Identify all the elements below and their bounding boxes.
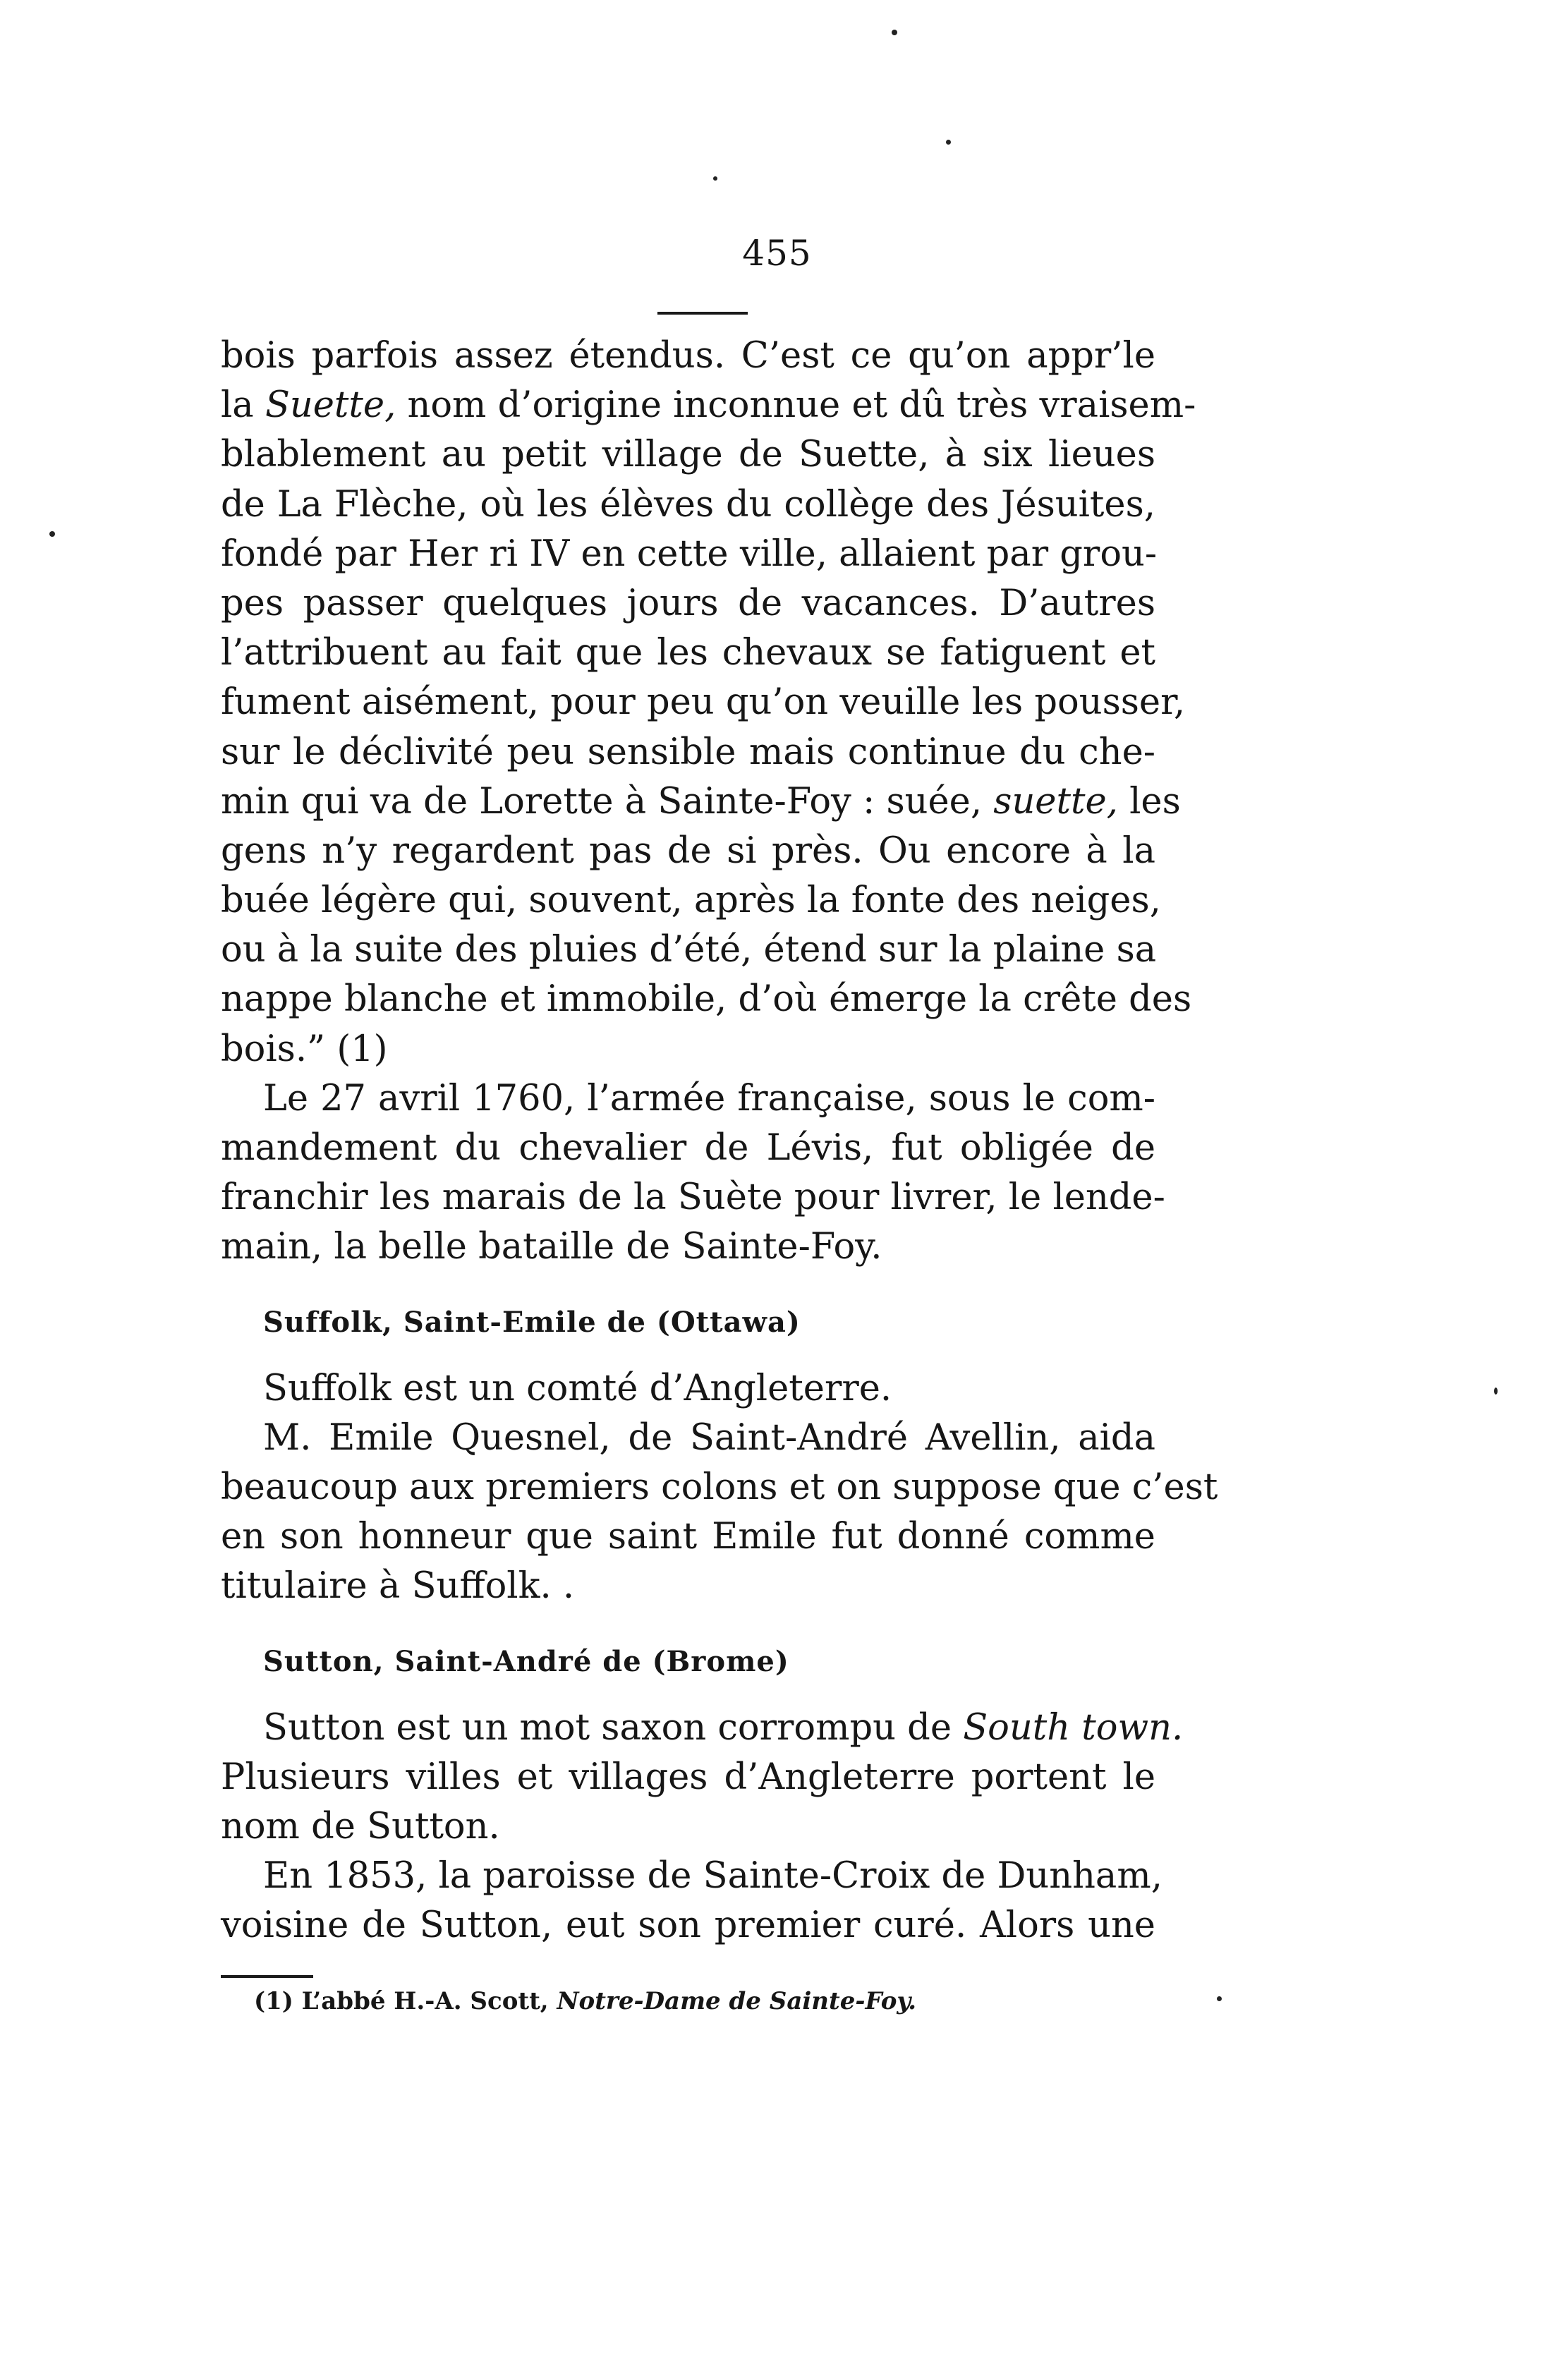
text-line: bois.” (1) xyxy=(221,1028,388,1070)
text-line: pes passer quelques jours de vacances. D’autres xyxy=(221,582,1155,624)
text-line: l’attribuent au fait que les chevaux se fatiguent et xyxy=(221,632,1155,674)
text-line: beaucoup aux premiers colons et on suppose que c’est xyxy=(221,1466,1218,1508)
paragraph-suffolk-origin xyxy=(221,1364,1155,1414)
print-speck xyxy=(1217,1996,1222,2001)
text-line: blablement au petit village de Suette, à six lieues xyxy=(221,434,1155,476)
text-line: Suffolk est un comté d’Angleterre. xyxy=(263,1367,892,1409)
text-span: min qui va de Lorette à Sainte-Foy : suée, xyxy=(221,780,994,822)
italic-term: Suette, xyxy=(265,384,396,427)
text-line: en son honneur que saint Emile fut donné comme xyxy=(221,1516,1155,1558)
text-line: sur le déclivité peu sensible mais continue du che- xyxy=(221,731,1155,773)
text-line: franchir les marais de la Suète pour livrer, le lende- xyxy=(221,1177,1165,1219)
text-line: fondé par Her ri IV en cette ville, allaient par grou- xyxy=(221,533,1158,575)
text-line: fument aisément, pour peu qu’on veuille les pousser, xyxy=(221,681,1186,724)
text-line: mandement du chevalier de Lévis, fut obligée de xyxy=(221,1127,1155,1169)
text-line: titulaire à Suffolk. . xyxy=(221,1565,575,1608)
text-line: buée légère qui, souvent, après la fonte des neiges, xyxy=(221,880,1161,922)
print-speck xyxy=(49,531,55,537)
footnote-book-title: Notre-Dame de Sainte-Foy. xyxy=(557,1987,917,2015)
entry-heading-sutton: Sutton, Saint-André de (Brome) xyxy=(263,1644,789,1678)
text-line: ou à la suite des pluies d’été, étend sur la plaine sa xyxy=(221,929,1157,971)
print-speck xyxy=(946,140,951,145)
italic-term: South town. xyxy=(963,1706,1184,1749)
text-line: nappe blanche et immobile, d’où émerge la crête des xyxy=(221,978,1192,1021)
text-line: En 1853, la paroisse de Sainte-Croix de Dunham, xyxy=(263,1855,1163,1898)
text-line xyxy=(221,777,1181,827)
print-speck xyxy=(892,30,897,35)
paragraph-suette xyxy=(221,332,1196,1074)
paragraph-sutton-origin xyxy=(221,1704,1184,1852)
text-span: nom d’origine inconnue et dû très vraisem- xyxy=(396,384,1196,427)
paragraph-bataille xyxy=(221,1074,1165,1273)
entry-heading-suffolk: Suffolk, Saint-Emile de (Ottawa) xyxy=(263,1305,801,1339)
text-span: la xyxy=(221,384,265,427)
text-line: M. Emile Quesnel, de Saint-André Avellin, aida xyxy=(263,1416,1155,1459)
body-text xyxy=(221,332,1218,1950)
text-line: Plusieurs villes et villages d’Angleterre portent le xyxy=(221,1756,1155,1798)
page-number: 455 xyxy=(742,233,812,274)
paragraph-quesnel xyxy=(221,1414,1218,1612)
italic-term: suette, xyxy=(993,780,1118,822)
text-line xyxy=(221,381,1196,430)
footnote-rule xyxy=(221,1975,313,1978)
text-line: de La Flèche, où les élèves du collège des Jésuites, xyxy=(221,483,1155,526)
text-line xyxy=(221,1704,1184,1753)
print-speck xyxy=(713,176,717,181)
text-line: voisine de Sutton, eut son premier curé. Alors une xyxy=(221,1905,1155,1947)
paragraph-dunham xyxy=(221,1852,1163,1950)
footnote-text: (1) L’abbé H.-A. Scott, xyxy=(254,1987,557,2015)
text-line: Le 27 avril 1760, l’armée française, sous le com- xyxy=(263,1077,1155,1119)
text-span: Sutton est un mot saxon corrompu de xyxy=(263,1706,964,1749)
text-line: main, la belle bataille de Sainte-Foy. xyxy=(221,1226,882,1268)
header-rule xyxy=(657,312,748,315)
text-line: nom de Sutton. xyxy=(221,1805,500,1847)
text-span: les xyxy=(1117,780,1181,822)
text-line: gens n’y regardent pas de si près. Ou encore à la xyxy=(221,830,1155,872)
footnote xyxy=(254,1987,916,2015)
text-line: bois parfois assez étendus. C’est ce qu’on appr’le xyxy=(221,335,1155,377)
print-speck xyxy=(1494,1388,1498,1395)
